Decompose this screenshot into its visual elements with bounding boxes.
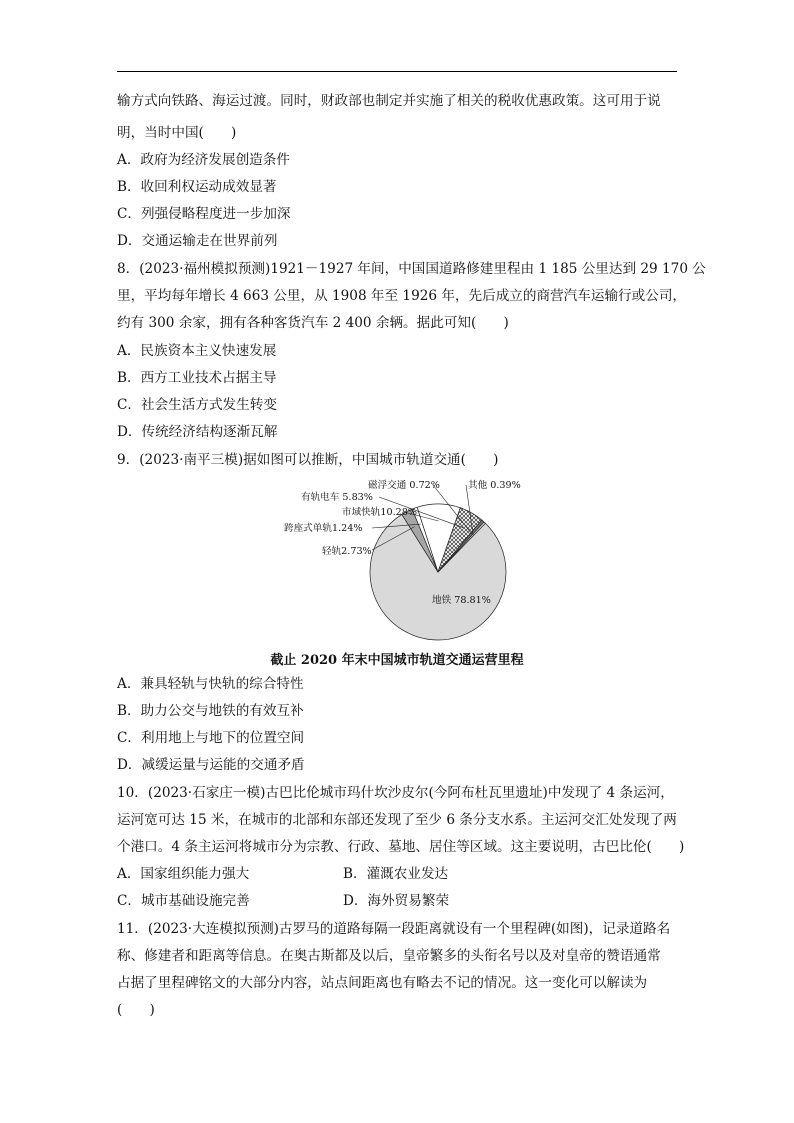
q10-option-a: A．国家组织能力强大 — [117, 866, 250, 882]
pie-label-3: 市域快轨10.28% — [342, 507, 417, 518]
q8-option-a: A．民族资本主义快速发展 — [117, 343, 277, 359]
pie-label-1: 轻轨2.73% — [322, 546, 372, 557]
q11-line-4: ( ) — [117, 1002, 155, 1018]
q10-line-1: 10．(2023·石家庄一模)古巴比伦城市玛什坎沙皮尔(今阿布杜瓦里遗址)中发现了 4 条运河， — [117, 785, 674, 801]
intro-line-2: 明，当时中国( ) — [117, 125, 237, 141]
q11-line-1: 11．(2023·大连模拟预测)古罗马的道路每隔一段距离就设有一个里程碑(如图)，记录道路名 — [117, 921, 671, 937]
q10-line-3: 个港口。4 条主运河将城市分为宗教、行政、墓地、居住等区域。这主要说明，古巴比伦( ) — [117, 839, 685, 855]
q9-stem: 9．(2023·南平三模)据如图可以推断，中国城市轨道交通( ) — [117, 452, 499, 468]
q10-option-c: C．城市基础设施完善 — [117, 893, 250, 909]
intro-line-1: 输方式向铁路、海运过渡。同时，财政部也制定并实施了相关的税收优惠政策。这可用于说 — [117, 93, 661, 109]
intro-option-a: A．政府为经济发展创造条件 — [117, 152, 290, 168]
q9-option-b: B．助力公交与地铁的有效互补 — [117, 703, 304, 719]
q10-options-row-2 — [117, 892, 677, 910]
q10-options-row-1 — [117, 865, 677, 883]
intro-option-d: D．交通运输走在世界前列 — [117, 233, 278, 249]
q10-option-b: B．灌溉农业发达 — [343, 866, 449, 882]
header-rule — [117, 71, 677, 72]
pie-label-0: 地铁 78.81% — [432, 595, 491, 606]
q8-line-2: 里，平均每年增长 4 663 公里，从 1908 年至 1926 年，先后成立的商营汽车运输行或公司， — [117, 288, 687, 304]
pie-label-5: 磁浮交通 0.72% — [368, 480, 440, 491]
pie-label-4: 有轨电车 5.83% — [301, 492, 373, 503]
q10-line-2: 运河宽可达 15 米，在城市的北部和东部还发现了至少 6 条分支水系。主运河交汇处发现了两 — [117, 812, 677, 828]
intro-option-c: C．列强侵略程度进一步加深 — [117, 206, 291, 222]
q8-option-c: C．社会生活方式发生转变 — [117, 397, 277, 413]
pie-label-6: 其他 0.39% — [468, 480, 521, 491]
q9-option-a: A．兼具轻轨与快轨的综合特性 — [117, 676, 304, 692]
q8-option-b: B．西方工业技术占据主导 — [117, 370, 277, 386]
q9-option-c: C．利用地上与地下的位置空间 — [117, 730, 305, 746]
intro-option-b: B．收回利权运动成效显著 — [117, 179, 277, 195]
q8-line-3: 约有 300 余家，拥有各种客货汽车 2 400 余辆。据此可知( ) — [117, 315, 509, 331]
q10-option-d: D．海外贸易繁荣 — [343, 893, 450, 909]
rail-transit-pie-chart — [0, 472, 794, 642]
pie-label-2: 跨座式单轨1.24% — [284, 523, 363, 534]
q8-line-1: 8．(2023·福州模拟预测)1921－1927 年间，中国国道路修建里程由 1 185 公里达到 29 170 公 — [117, 261, 706, 277]
q8-option-d: D．传统经济结构逐渐瓦解 — [117, 424, 278, 440]
q11-line-2: 称、修建者和距离等信息。在奥古斯都及以后，皇帝繁多的头衔名号以及对皇帝的赞语通常 — [117, 948, 661, 964]
chart-title: 截止 2020 年末中国城市轨道交通运营里程 — [270, 653, 524, 668]
q11-line-3: 占据了里程碑铭文的大部分内容，站点间距离也有略去不记的情况。这一变化可以解读为 — [117, 975, 648, 991]
q9-option-d: D．减缓运量与运能的交通矛盾 — [117, 757, 305, 773]
